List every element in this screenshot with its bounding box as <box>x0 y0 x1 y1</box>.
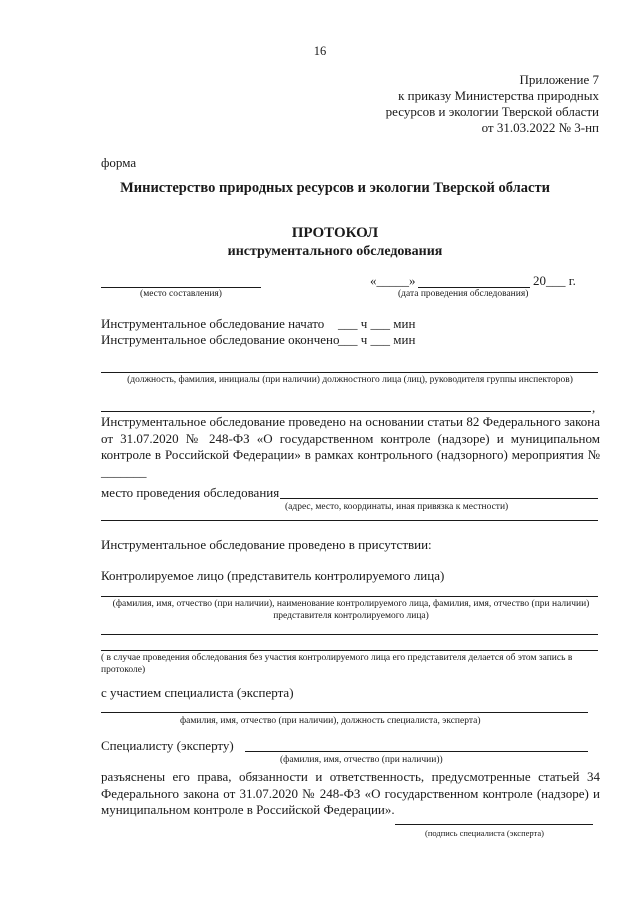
appendix-line-2: к приказу Министерства природных <box>398 88 599 103</box>
expert-participation-label: с участием специалиста (эксперта) <box>101 685 294 700</box>
rights-paragraph: разъяснены его права, обязанности и ответственность, предусмотренные статьей 34 Федерального закона от 31.07.2020 № 248-ФЗ «О государственном контроле (надзоре) и муниципальном контроле в Российской Федерации». <box>101 769 600 817</box>
official-caption: (должность, фамилия, инициалы (при наличии) должностного лица (лиц), руководителя группы инспекторов) <box>127 375 573 385</box>
place-caption: (место составления) <box>140 289 222 299</box>
controlled-field-line-3[interactable] <box>101 650 598 651</box>
signature-caption: (подпись специалиста (эксперта) <box>425 828 544 838</box>
official-field-line[interactable] <box>101 372 598 373</box>
venue-label: место проведения обследования <box>101 485 280 500</box>
venue-caption: (адрес, место, координаты, иная привязка к местности) <box>285 502 509 512</box>
absence-note: ( в случае проведения обследования без участия контролируемого лица его представителя делается об этом запись в протоколе) <box>101 653 573 675</box>
controlled-caption: (фамилия, имя, отчество (при наличии), наименование контролируемого лица, фамилия, имя, отчество (при наличии) представителя контролируемого лица) <box>112 599 590 621</box>
expert-to-label: Специалисту (эксперту) <box>101 738 234 753</box>
expert-caption: фамилия, имя, отчество (при наличии), должность специалиста, эксперта) <box>180 716 481 726</box>
date-year-field[interactable]: 20___ г. <box>533 273 576 288</box>
date-caption: (дата проведения обследования) <box>398 289 529 299</box>
controlled-field-line[interactable] <box>101 596 598 597</box>
venue-field-line[interactable] <box>280 498 598 499</box>
signature-field-line[interactable] <box>395 824 593 825</box>
appendix-line-4: от 31.03.2022 № 3-нп <box>481 120 599 135</box>
controlled-field-line-2[interactable] <box>101 634 598 635</box>
form-label: форма <box>101 155 137 170</box>
document-subtitle: инструментального обследования <box>227 244 443 259</box>
page-number: 16 <box>313 44 327 58</box>
official-field-line-2[interactable] <box>101 411 591 412</box>
appendix-line-3: ресурсов и экологии Тверской области <box>385 104 599 119</box>
basis-paragraph: Инструментальное обследование проведено на основании статьи 82 Федерального закона от 31.07.2020 № 248-ФЗ «О государственном контроле (надзоре) и муниципальном контроле в Российской Федерации» в рамках контрольного (надзорного) мероприятия № _______ <box>101 414 600 479</box>
venue-field-line-2[interactable] <box>101 520 598 521</box>
date-day-field[interactable]: «_____» <box>370 273 416 288</box>
controlled-person-label: Контролируемое лицо (представитель контролируемого лица) <box>101 568 445 583</box>
expert-field-line[interactable] <box>101 712 588 713</box>
comma: , <box>592 400 596 415</box>
time-start-label: Инструментальное обследование начато <box>101 316 325 331</box>
presence-text: Инструментальное обследование проведено в присутствии: <box>101 537 432 552</box>
expert-name-caption: (фамилия, имя, отчество (при наличии)) <box>280 755 443 765</box>
expert-name-field-line[interactable] <box>245 751 588 752</box>
appendix-line-1: Приложение 7 <box>519 72 599 87</box>
ministry-heading: Министерство природных ресурсов и экологии Тверской области <box>120 180 550 196</box>
time-start-field[interactable]: ___ ч ___ мин <box>338 316 416 331</box>
time-end-field[interactable]: ___ ч ___ мин <box>338 332 416 347</box>
document-title: ПРОТОКОЛ <box>291 225 379 241</box>
appendix-block <box>299 72 599 136</box>
time-end-label: Инструментальное обследование окончено <box>101 332 340 347</box>
